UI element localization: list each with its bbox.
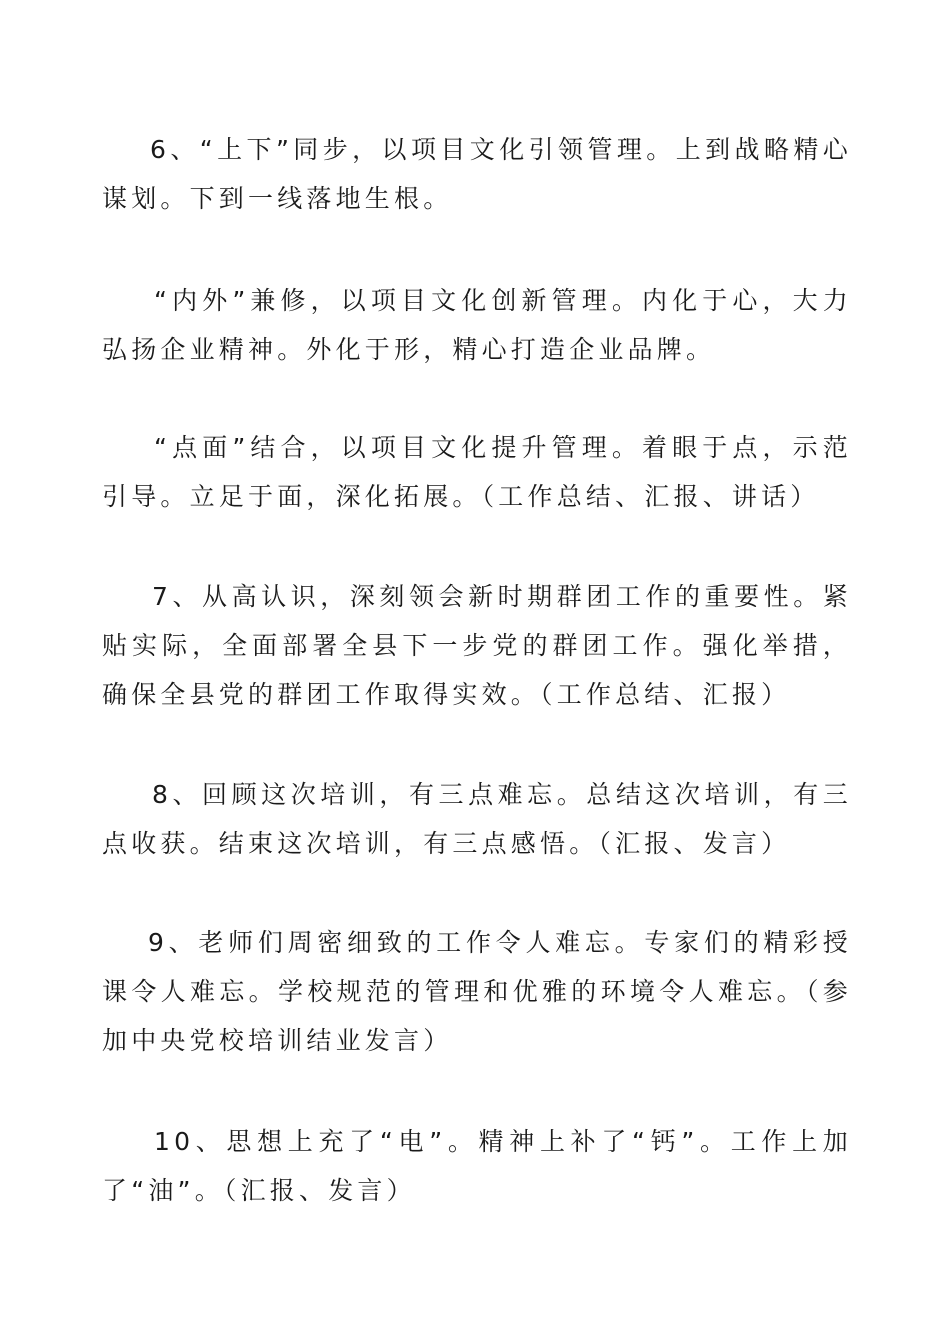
paragraph-9-text: 9、老师们周密细致的工作令人难忘。专家们的精彩授课令人难忘。学校规范的管理和优雅的环境令人难忘。（参加中央党校培训结业发言） [102,928,852,1055]
paragraph-10-text: 10、思想上充了“电”。精神上补了“钙”。工作上加了“油”。（汇报、发言） [102,1127,852,1205]
paragraph-6 [102,125,852,223]
paragraph-7-text: 7、从高认识，深刻领会新时期群团工作的重要性。紧贴实际，全面部署全县下一步党的群团工作。强化举措，确保全县党的群团工作取得实效。（工作总结、汇报） [102,582,852,709]
paragraph-8-text: 8、回顾这次培训，有三点难忘。总结这次培训，有三点收获。结束这次培训，有三点感悟。（汇报、发言） [102,780,852,858]
paragraph-10 [102,1117,852,1215]
paragraph-point-surface [102,423,852,521]
paragraph-8 [102,770,852,868]
paragraph-inner-outer-text: “内外”兼修，以项目文化创新管理。内化于心，大力弘扬企业精神。外化于形，精心打造企业品牌。 [102,286,852,364]
paragraph-7 [102,572,852,719]
paragraph-point-surface-text: “点面”结合，以项目文化提升管理。着眼于点，示范引导。立足于面，深化拓展。（工作总结、汇报、讲话） [102,433,852,511]
paragraph-6-text: 6、“上下”同步，以项目文化引领管理。上到战略精心谋划。下到一线落地生根。 [102,135,852,213]
paragraph-9 [102,918,852,1065]
paragraph-inner-outer [102,276,852,374]
